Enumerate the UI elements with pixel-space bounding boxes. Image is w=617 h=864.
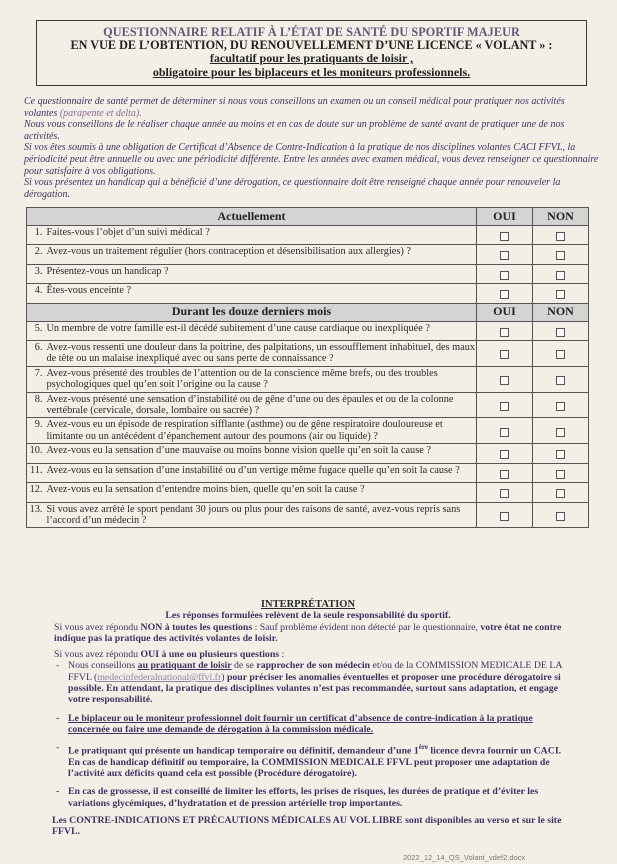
oui-answer-paragraph	[54, 649, 574, 660]
question-number: 7.	[27, 366, 47, 392]
li1-e: et/ou de la COMMISSION MEDICALE DE LA FFVL (	[68, 660, 562, 683]
recommendation-handicap	[54, 742, 574, 779]
intro-p1-text: Ce questionnaire de santé permet de déterminer si nous vous conseillons un examen ou un conseil médical pour pratiquer nos activités volantes	[24, 96, 565, 119]
non-checkbox[interactable]	[556, 271, 565, 280]
question-text: Avez-vous eu la sensation d’une mauvaise ou moins bonne vision quelle qu’en soit la cause ?	[47, 444, 477, 463]
question-row	[27, 502, 589, 528]
oui-text-c: à une ou plusieurs questions	[159, 649, 280, 661]
question-row	[27, 463, 589, 482]
question-text: Avez-vous un traitement régulier (hors contraception et désensibilisation aux allergies) ?	[47, 245, 477, 264]
oui-text-a: Si vous avez répondu	[54, 649, 141, 661]
question-row	[27, 226, 589, 245]
non-cell	[533, 321, 589, 340]
question-text: Avez-vous présenté des troubles de l’attention ou de la conscience même brefs, ou des troubles psychologiques quel qu’en soit l’origine ou la cause ?	[47, 366, 477, 392]
question-text: Avez-vous ressenti une douleur dans la poitrine, des palpitations, un essoufflement inhabituel, des maux de tête ou un malaise inexpliqué avec ou sans perte de connaissance ?	[46, 342, 476, 365]
non-text-d: : Sauf problème évident non détecté par le questionnaire,	[252, 621, 481, 633]
non-cell	[533, 341, 589, 367]
question-text: Un membre de votre famille est-il décédé subitement d’une cause cardiaque ou inexpliquée ?	[47, 321, 477, 340]
section-header-douze-mois	[27, 303, 589, 321]
oui-cell	[477, 341, 533, 367]
question-row	[27, 366, 589, 392]
li3-c: En cas de handicap définitif ou temporaire, la COMMISSION MEDICALE FFVL peut proposer une adaptation de l’activité aux déficits quand cela est possible (Procédure dérogatoire).	[68, 756, 550, 780]
non-checkbox[interactable]	[556, 489, 565, 498]
oui-cell	[477, 264, 533, 283]
non-checkbox[interactable]	[556, 428, 565, 437]
question-row	[27, 245, 589, 264]
non-checkbox[interactable]	[556, 450, 565, 459]
oui-checkbox[interactable]	[500, 470, 509, 479]
question-number: 9.	[27, 418, 47, 444]
non-answer-paragraph	[54, 622, 574, 645]
intro-paragraph-1	[24, 96, 599, 119]
non-checkbox[interactable]	[556, 470, 565, 479]
recommendation-professional: - Le biplaceur ou le moniteur professionnel doit fournir un certificat d’absence de contre-indication à la pratique concernée ou faire une demande de dérogation à la commission médicale.	[54, 713, 574, 736]
interpretation-subtitle: Les réponses formulées relèvent de la seule responsabilité du sportif.	[165, 610, 451, 622]
non-cell	[533, 463, 589, 482]
question-number: 13.	[27, 502, 47, 528]
interpretation-section	[54, 599, 574, 838]
li1-c: de se	[231, 660, 257, 672]
non-cell	[533, 226, 589, 245]
non-checkbox[interactable]	[556, 290, 565, 299]
question-number: 1.	[27, 226, 47, 245]
non-text-c: à toutes les questions	[162, 621, 253, 633]
medical-commission-email-link[interactable]: medecinfederalnational@ffvl.fr	[97, 671, 222, 683]
title-line-1: QUESTIONNAIRE RELATIF À L’ÉTAT DE SANTÉ DU SPORTIF MAJEUR	[103, 25, 520, 39]
non-checkbox[interactable]	[556, 376, 565, 385]
oui-cell	[477, 463, 533, 482]
oui-cell	[477, 483, 533, 502]
question-number: 6.	[27, 341, 47, 367]
question-row	[27, 341, 589, 367]
question-number: 10.	[27, 444, 47, 463]
recommendation-leisure	[54, 660, 574, 705]
interpretation-title: INTERPRÉTATION	[260, 599, 356, 610]
title-line-2: EN VUE DE L’OBTENTION, DU RENOUVELLEMENT D’UNE LICENCE « VOLANT » :	[70, 38, 553, 52]
li1-g: )	[221, 671, 227, 683]
non-cell	[533, 366, 589, 392]
oui-checkbox[interactable]	[500, 450, 509, 459]
question-number: 12.	[27, 483, 47, 502]
oui-column-header: OUI	[477, 303, 533, 321]
question-row	[27, 264, 589, 283]
question-number: 4.	[27, 284, 47, 303]
oui-checkbox[interactable]	[500, 350, 509, 359]
question-text: Avez-vous eu la sensation d’entendre moins bien, quelle qu’en soit la cause ?	[47, 483, 477, 502]
intro-paragraph-4: Si vous présentez un handicap qui a bénéficié d’une dérogation, ce questionnaire doit être renseigné chaque année pour renouveler la dérogation.	[24, 177, 561, 200]
question-text: Avez-vous eu un épisode de respiration sifflante (asthme) ou de gêne respiratoire douloureuse et limitante ou un antécédent d’épanchement autour des poumons (air ou liquide) ?	[47, 418, 477, 444]
oui-checkbox[interactable]	[500, 376, 509, 385]
non-column-header: NON	[533, 303, 589, 321]
non-cell	[533, 502, 589, 528]
question-text: Êtes-vous enceinte ?	[47, 284, 477, 303]
oui-checkbox[interactable]	[500, 271, 509, 280]
intro-paragraph-3: Si vos êtes soumis à une obligation de Certificat d’Absence de Contre-Indication à la pratique de nos disciplines volantes CACI FFVL, la périodicité peut être annuelle ou avec une périodicité différente. Entre les années avec examen médical, vous devez renseigner ce questionnaire pour satisfaire à vos obligations.	[24, 142, 599, 177]
non-checkbox[interactable]	[556, 251, 565, 260]
question-number: 11.	[27, 463, 47, 482]
intro-paragraph-2: Nous vous conseillons de le réaliser chaque année au moins et en cas de doute sur un problème de santé avant de pratiquer une de nos activités.	[24, 119, 565, 142]
oui-cell	[477, 226, 533, 245]
question-text: Avez-vous présenté une sensation d’instabilité ou de gêne d’une ou des épaules et ou de la colonne vertébrale (cervicale, dorsale, lombaire ou sacrée) ?	[47, 392, 477, 418]
oui-column-header: OUI	[477, 208, 533, 226]
question-text: Présentez-vous un handicap ?	[47, 264, 477, 283]
title-line-4: obligatoire pour les biplaceurs et les moniteurs professionnels.	[152, 64, 471, 79]
li1-a: Nous conseillons	[68, 660, 138, 672]
oui-checkbox[interactable]	[500, 328, 509, 337]
oui-cell	[477, 392, 533, 418]
question-number: 8.	[27, 392, 47, 418]
oui-checkbox[interactable]	[500, 512, 509, 521]
question-row	[27, 483, 589, 502]
oui-text-b: OUI	[140, 649, 160, 661]
li3-b: licence devra fournir un CACI.	[427, 745, 562, 757]
question-row	[27, 392, 589, 418]
li1-b: au pratiquant de loisir	[137, 660, 232, 672]
intro-p1-paren: (parapente et delta).	[59, 107, 142, 119]
non-checkbox[interactable]	[556, 328, 565, 337]
oui-cell	[477, 502, 533, 528]
non-cell	[533, 418, 589, 444]
question-number: 3.	[27, 264, 47, 283]
title-line-3: facultatif pour les pratiquants de loisir ,	[209, 51, 414, 65]
oui-cell	[477, 321, 533, 340]
non-text-b: NON	[140, 621, 163, 633]
oui-checkbox[interactable]	[500, 428, 509, 437]
question-text: Faites-vous l’objet d’un suivi médical ?	[47, 226, 477, 245]
section-title: Actuellement	[27, 208, 477, 226]
non-text-e: votre état ne contre indique pas la pratique des activités volantes de loisir.	[54, 621, 562, 644]
question-row	[27, 284, 589, 303]
non-cell	[533, 392, 589, 418]
oui-cell	[477, 366, 533, 392]
non-text-a: Si vous avez répondu	[54, 621, 141, 633]
li3-sup: ère	[418, 743, 428, 752]
question-row	[27, 321, 589, 340]
non-checkbox[interactable]	[556, 350, 565, 359]
section-title: Durant les douze derniers mois	[27, 303, 477, 321]
final-note: Les CONTRE-INDICATIONS ET PRÉCAUTIONS MÉDICALES AU VOL LIBRE sont disponibles au verso et sur le site FFVL.	[52, 815, 562, 838]
non-checkbox[interactable]	[556, 402, 565, 411]
li3-a: Le pratiquant qui présente un handicap temporaire ou définitif, demandeur d’une 1	[68, 745, 419, 757]
oui-checkbox[interactable]	[500, 251, 509, 260]
non-checkbox[interactable]	[556, 512, 565, 521]
section-header-actuellement	[27, 208, 589, 226]
intro-text	[24, 96, 599, 200]
non-cell	[533, 264, 589, 283]
question-row	[27, 418, 589, 444]
question-text: Avez-vous eu la sensation d’une instabilité ou d’un vertige même fugace quelle qu’en soit la cause ?	[47, 463, 477, 482]
question-number: 5.	[27, 321, 47, 340]
non-cell	[533, 444, 589, 463]
question-text: Si vous avez arrêté le sport pendant 30 jours ou plus pour des raisons de santé, avez-vous repris sans l’accord d’un médecin ?	[47, 502, 477, 528]
oui-cell	[477, 444, 533, 463]
oui-cell	[477, 418, 533, 444]
oui-checkbox[interactable]	[500, 402, 509, 411]
li1-h: pour préciser les anomalies éventuelles et proposer une procédure dérogatoire si possible. En attendant, la pratique des disciplines volantes n’est pas recommandée, surtout sans adaptation, et engage votre responsabilité.	[68, 671, 561, 706]
question-row	[27, 444, 589, 463]
footer-filename: 2022_12_14_QS_Volant_vdef2.docx	[403, 853, 526, 862]
non-cell	[533, 284, 589, 303]
li1-d: rapprocher de son médecin	[256, 660, 371, 672]
oui-text-d: :	[279, 649, 285, 661]
recommendation-pregnancy: - En cas de grossesse, il est conseillé de limiter les efforts, les prises de risques, les durées de pratique et d’éviter les variations glycémiques, d’hydratation et de pression artérielle trop importantes.	[54, 786, 574, 809]
non-cell	[533, 245, 589, 264]
oui-checkbox[interactable]	[500, 489, 509, 498]
oui-checkbox[interactable]	[500, 232, 509, 241]
oui-cell	[477, 245, 533, 264]
non-cell	[533, 483, 589, 502]
recommendations-list	[54, 660, 574, 809]
question-number: 2.	[27, 245, 47, 264]
non-column-header: NON	[533, 208, 589, 226]
oui-cell	[477, 284, 533, 303]
title-box	[36, 20, 587, 86]
non-checkbox[interactable]	[556, 232, 565, 241]
health-questionnaire-table	[26, 207, 589, 528]
oui-checkbox[interactable]	[500, 290, 509, 299]
